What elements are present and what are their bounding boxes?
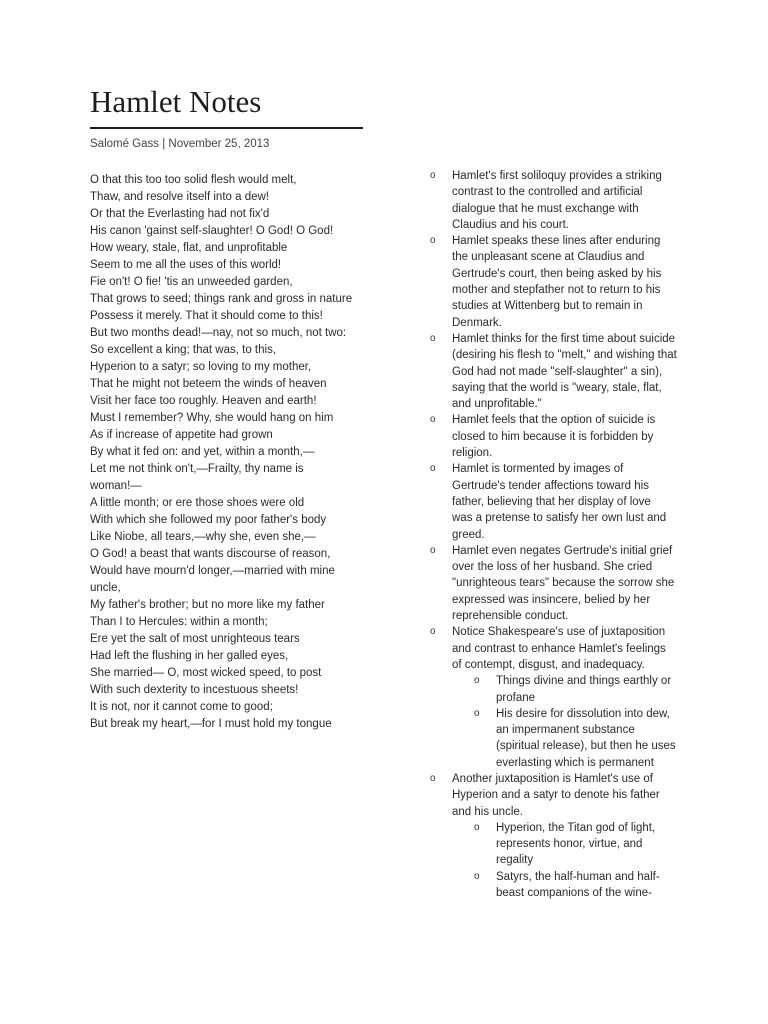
poem-line: Like Niobe, all tears,—why she, even she,— [90,531,316,543]
sub-notes-list [430,673,690,771]
note-text-line: studies at Wittenberg but to remain in [452,300,643,313]
note-text-line: everlasting which is permanent [496,756,654,769]
poem-line: She married— O, most wicked speed, to post [90,667,322,679]
poem-line: But break my heart,—for I must hold my tongue [90,718,332,730]
note-item [430,331,690,412]
bullet-icon: o [474,821,480,833]
note-text-line: mother and stepfather not to return to his [452,284,661,297]
note-item [430,771,690,820]
bullet-icon: o [430,772,436,784]
poem-line: woman!— [90,480,142,492]
byline: Salomé Gass | November 25, 2013 [90,138,270,150]
note-text-line: Gertrude's tender affections toward his [452,479,649,492]
note-text-line: Notice Shakespeare's use of juxtaposition [452,626,666,639]
poem-line: Would have mourn'd longer,—married with mine [90,565,335,577]
note-text-line: Denmark. [452,316,502,329]
soliloquy-text [90,172,380,733]
note-item [430,543,690,624]
poem-line: Had left the flushing in her galled eyes, [90,650,289,662]
bullet-icon: o [430,170,436,181]
sub-note-item [474,820,690,869]
note-text-line: reprehensible conduct. [452,610,569,623]
note-text-line: Hyperion, the Titan god of light, [496,821,656,834]
poem-line: Hyperion to a satyr; so loving to my mother, [90,361,312,373]
note-text-line: God had not made "self-slaughter" a sin), [452,365,663,378]
note-text-line: Satyrs, the half-human and half- [496,870,660,883]
note-text-line: over the loss of her husband. She cried [452,561,653,574]
sub-notes-list [430,820,690,901]
poem-line: uncle, [90,582,121,594]
note-text-line: Hyperion and a satyr to denote his father [452,789,660,802]
note-text-line: the unpleasant scene at Claudius and [452,251,645,264]
note-text-line: Hamlet feels that the option of suicide is [452,414,656,427]
bullet-icon: o [474,707,480,719]
note-text-line: Hamlet is tormented by images of [452,463,624,476]
note-text-line: and his uncle. [452,805,523,818]
note-text-line: profane [496,691,536,704]
note-text-line: His desire for dissolution into dew, [496,707,670,720]
note-text-line: father, believing that her display of love [452,495,651,508]
note-text-line: "unrighteous tears" because the sorrow she [452,577,675,590]
note-text-line: greed. [452,528,485,541]
bullet-icon: o [430,463,436,475]
poem-line: Must I remember? Why, she would hang on him [90,412,334,424]
bullet-icon: o [474,870,480,882]
bullet-icon: o [430,544,436,556]
bullet-icon: o [474,675,480,687]
note-item [430,412,690,461]
poem-line: Visit her face too roughly. Heaven and earth! [90,395,317,407]
note-text-line: religion. [452,447,493,460]
note-text-line: Hamlet thinks for the first time about suicide [452,332,676,345]
poem-line: Seem to me all the uses of this world! [90,259,282,271]
bullet-icon: o [430,332,436,344]
poem-line: Let me not think on't,—Frailty, thy name is [90,463,304,475]
note-item [430,233,690,331]
note-text-line: dialogue that he must exchange with [452,202,639,215]
note-text-line: expressed was insincere, belied by her [452,593,651,606]
poem-line: How weary, stale, flat, and unprofitable [90,242,288,254]
note-text-line: of contempt, disgust, and inadequacy. [452,658,645,671]
poem-line: O that this too too solid flesh would melt, [90,174,297,186]
poem-line: With which she followed my poor father's body [90,514,327,526]
poem-line: That he might not beteem the winds of heaven [90,378,327,390]
poem-line: Ere yet the salt of most unrighteous tears [90,633,300,645]
poem-line: It is not, nor it cannot come to good; [90,701,273,713]
poem-line: So excellent a king; that was, to this, [90,344,277,356]
note-text-line: Hamlet even negates Gertrude's initial grief [452,544,673,557]
note-item [430,624,690,673]
poem-line: Thaw, and resolve itself into a dew! [90,191,269,203]
poem-line: Possess it merely. That it should come to this! [90,310,323,322]
note-text-line: saying that the world is "weary, stale, flat, [452,381,662,394]
poem-line: Than I to Hercules: within a month; [90,616,268,628]
note-text-line: Another juxtaposition is Hamlet's use of [452,772,653,785]
note-text-line: (desiring his flesh to "melt," and wishing that [452,349,677,362]
note-text-line: beast companions of the wine- [496,887,652,900]
note-text-line: Claudius and his court. [452,218,569,231]
bullet-icon: o [430,414,436,426]
note-text-line: Hamlet's first soliloquy provides a striking [452,170,662,182]
note-text-line: (spiritual release), but then he uses [496,740,676,753]
poem-line: By what it fed on: and yet, within a month,— [90,446,315,458]
poem-line: That grows to seed; things rank and gross in nature [90,293,353,305]
poem-line: Or that the Everlasting had not fix'd [90,208,270,220]
bullet-icon: o [430,626,436,638]
poem-line: With such dexterity to incestuous sheets! [90,684,299,696]
poem-line: O God! a beast that wants discourse of reason, [90,548,331,560]
sub-note-item [474,869,690,902]
poem-line: As if increase of appetite had grown [90,429,273,441]
note-text-line: Things divine and things earthly or [496,675,672,688]
poem-line: His canon 'gainst self-slaughter! O God! O God! [90,225,334,237]
poem-line: Fie on't! O fie! 'tis an unweeded garden, [90,276,293,288]
note-text-line: and unprofitable." [452,398,542,411]
note-text-line: contrast to the controlled and artificial [452,186,643,199]
note-text-line: was a pretense to satisfy her own lust and [452,512,667,525]
note-item [430,168,690,233]
note-text-line: and contrast to enhance Hamlet's feelings [452,642,666,655]
poem-line: My father's brother; but no more like my father [90,599,325,611]
bullet-icon: o [430,235,436,247]
note-text-line: regality [496,854,534,867]
note-text-line: closed to him because it is forbidden by [452,430,654,443]
title-rule [90,127,363,129]
note-text-line: an impermanent substance [496,724,635,737]
poem-line: A little month; or ere those shoes were old [90,497,305,509]
sub-note-item [474,706,690,771]
page-title: Hamlet Notes [90,84,262,119]
note-item [430,461,690,542]
note-text-line: Hamlet speaks these lines after enduring [452,235,661,248]
sub-note-item [474,673,690,706]
note-text-line: represents honor, virtue, and [496,838,643,851]
poem-line: But two months dead!—nay, not so much, not two: [90,327,347,339]
notes-list [430,168,690,901]
note-text-line: Gertrude's court, then being asked by his [452,267,662,280]
